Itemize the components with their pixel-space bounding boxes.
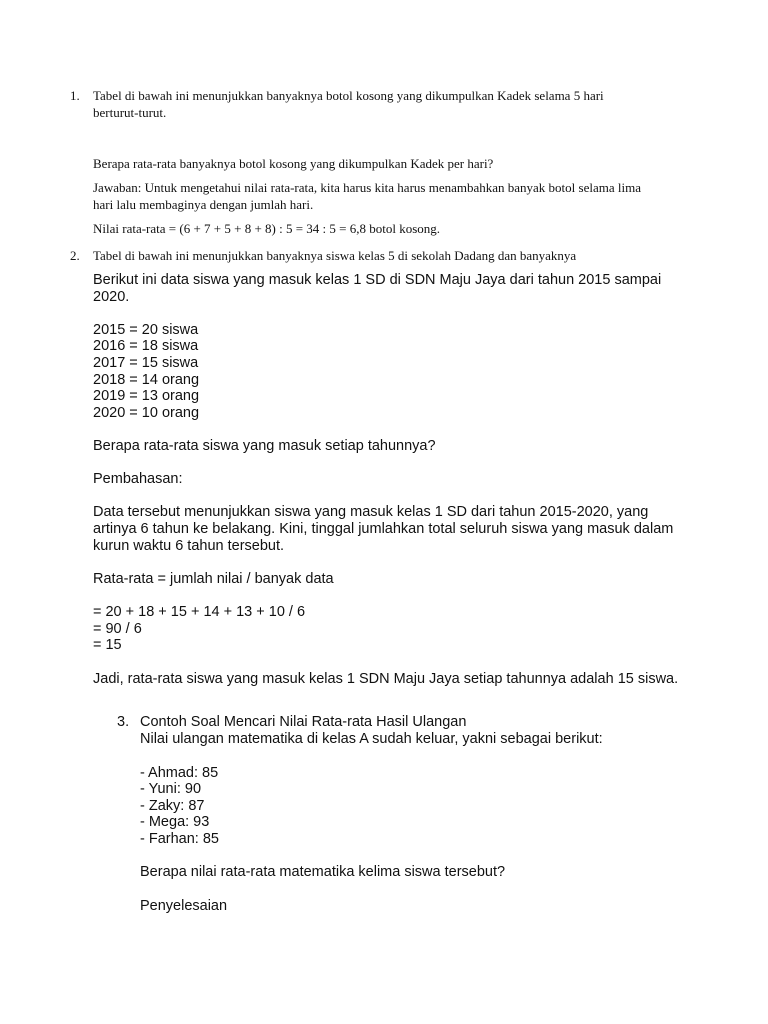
data-line: 2015 = 20 siswa	[93, 322, 199, 338]
data-line: 2016 = 18 siswa	[93, 338, 199, 354]
data-line: 2020 = 10 orang	[93, 405, 200, 421]
item-2-intro-line-2: 2020.	[93, 289, 130, 305]
data-line: 2019 = 13 orang	[93, 388, 200, 404]
item-1-line-1: Tabel di bawah ini menunjukkan banyaknya botol kosong yang dikumpulkan Kadek selama 5 hari	[93, 88, 604, 103]
item-2-explain-line-1: Data tersebut menunjukkan siswa yang masuk kelas 1 SD dari tahun 2015-2020, yang	[93, 504, 649, 520]
item-2-explain-line-2: artinya 6 tahun ke belakang. Kini, tinggal jumlahkan total seluruh siswa yang masuk dalam	[93, 521, 674, 537]
score-line: - Ahmad: 85	[140, 765, 219, 781]
calc-line: = 90 / 6	[93, 621, 142, 637]
item-1-question: Berapa rata-rata banyaknya botol kosong yang dikumpulkan Kadek per hari?	[93, 156, 494, 171]
calc-line: = 20 + 18 + 15 + 14 + 13 + 10 / 6	[93, 604, 306, 620]
data-line: 2018 = 14 orang	[93, 372, 200, 388]
item-2-intro-line-1: Berikut ini data siswa yang masuk kelas 1 SD di SDN Maju Jaya dari tahun 2015 sampai	[93, 272, 662, 288]
item-2-question: Berapa rata-rata siswa yang masuk setiap tahunnya?	[93, 438, 436, 454]
item-3-solution-label: Penyelesaian	[140, 898, 228, 914]
calc-line: = 15	[93, 637, 122, 653]
item-1-formula: Nilai rata-rata = (6 + 7 + 5 + 8 + 8) : 5 = 34 : 5 = 6,8 botol kosong.	[93, 221, 441, 236]
score-line: - Yuni: 90	[140, 781, 202, 797]
score-line: - Mega: 93	[140, 814, 210, 830]
item-2-discussion-label: Pembahasan:	[93, 471, 183, 487]
data-line: 2017 = 15 siswa	[93, 355, 199, 371]
item-1-line-2: berturut-turut.	[93, 105, 167, 120]
item-2-explain-line-3: kurun waktu 6 tahun tersebut.	[93, 538, 285, 554]
score-line: - Farhan: 85	[140, 831, 219, 847]
item-2-line-1: Tabel di bawah ini menunjukkan banyaknya siswa kelas 5 di sekolah Dadang dan banyaknya	[93, 248, 577, 263]
item-1-number: 1.	[70, 88, 80, 103]
item-1-answer-line-2: hari lalu membaginya dengan jumlah hari.	[93, 197, 314, 212]
item-2-number: 2.	[70, 248, 80, 263]
item-2-formula: Rata-rata = jumlah nilai / banyak data	[93, 571, 334, 587]
item-2-conclusion: Jadi, rata-rata siswa yang masuk kelas 1 SDN Maju Jaya setiap tahunnya adalah 15 siswa.	[93, 671, 679, 687]
item-3-question: Berapa nilai rata-rata matematika kelima siswa tersebut?	[140, 864, 506, 880]
item-1-answer-line-1: Jawaban: Untuk mengetahui nilai rata-rata, kita harus kita harus menambahkan banyak botol selama lima	[93, 180, 641, 195]
item-3-title: Contoh Soal Mencari Nilai Rata-rata Hasil Ulangan	[140, 714, 467, 730]
score-line: - Zaky: 87	[140, 798, 205, 814]
item-3-number: 3.	[117, 714, 130, 730]
item-3-intro: Nilai ulangan matematika di kelas A sudah keluar, yakni sebagai berikut:	[140, 731, 603, 747]
